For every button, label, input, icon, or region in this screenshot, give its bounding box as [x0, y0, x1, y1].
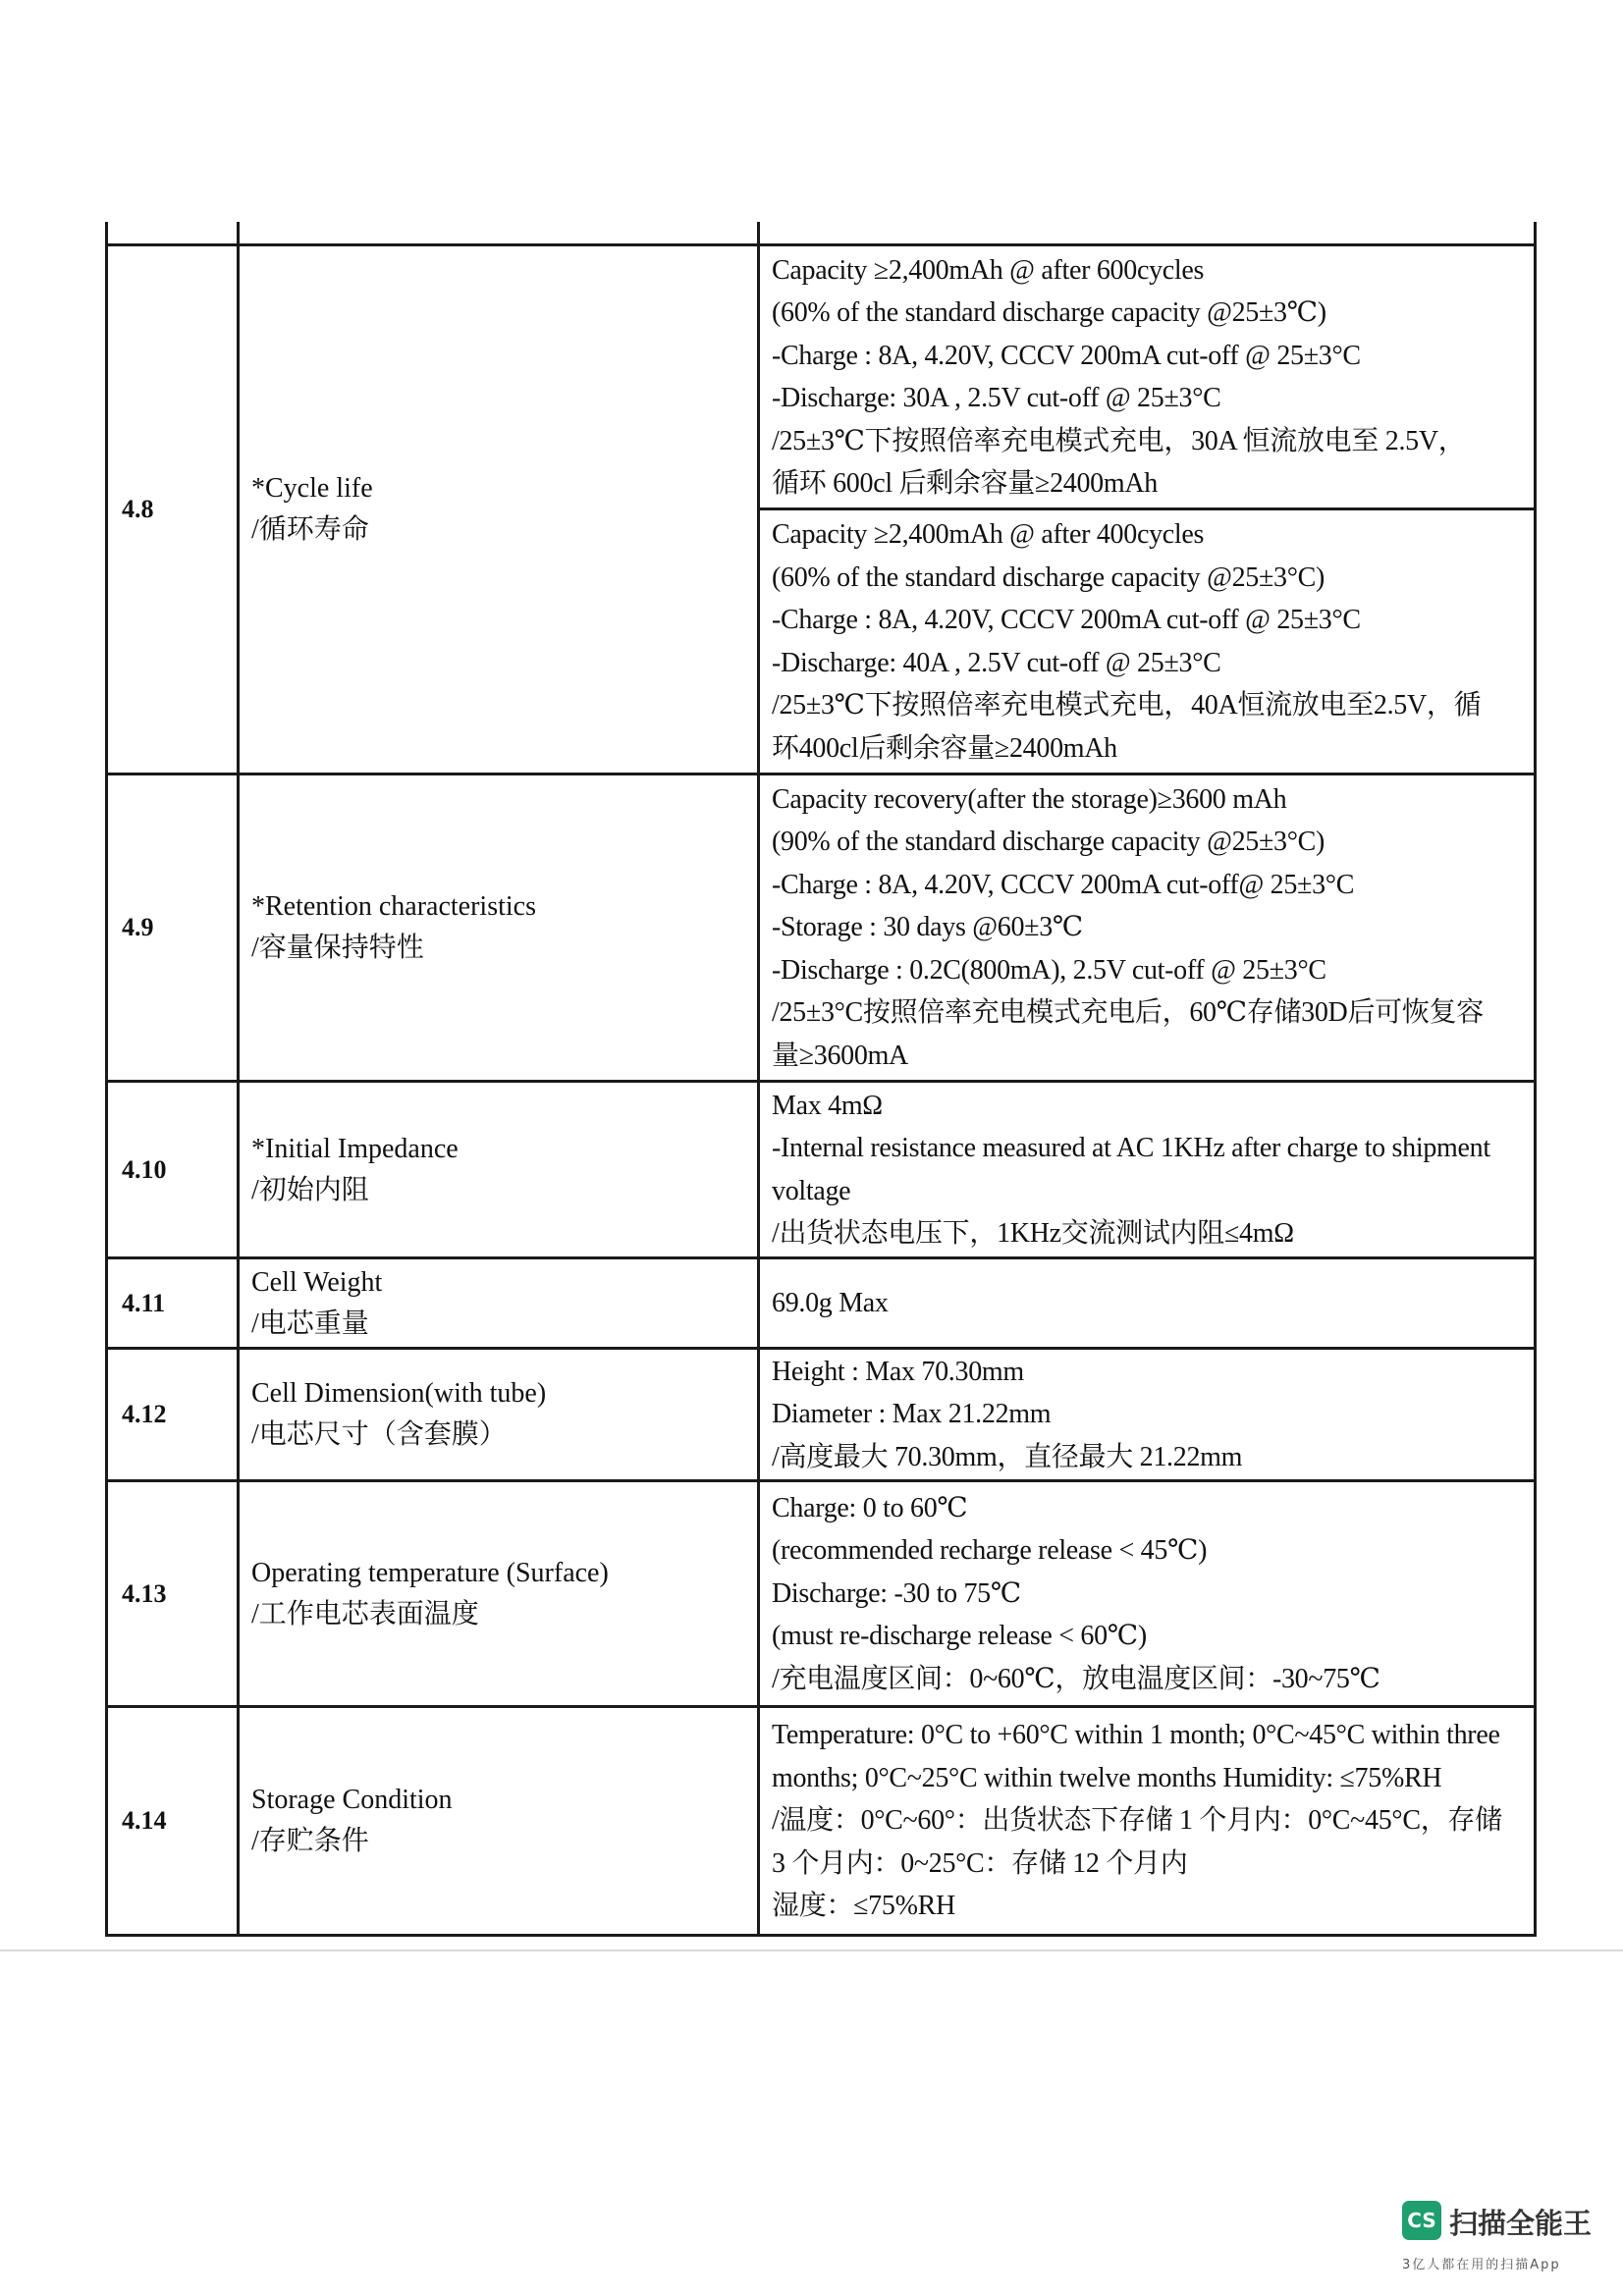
camscanner-name: 扫描全能王: [1449, 2207, 1593, 2240]
item-line: /电芯尺寸（含套膜）: [251, 1419, 507, 1450]
spec-table-body: [107, 220, 1536, 1936]
spec-line: -Discharge : 0.2C(800mA), 2.5V cut-off @ 25±3°C: [772, 954, 1326, 986]
item-line: Cell Dimension(with tube): [251, 1378, 547, 1409]
row-spec: [759, 245, 1536, 509]
row-number: 4.12: [107, 1349, 239, 1481]
item-line: Storage Condition: [251, 1785, 453, 1815]
row-spec: [759, 1349, 1536, 1481]
row-item: [239, 1258, 759, 1349]
row-spec: [759, 774, 1536, 1082]
spec-line: (must re-discharge release < 60℃): [772, 1621, 1147, 1652]
spec-line: Max 4mΩ: [772, 1090, 883, 1121]
table-row: [107, 1258, 1536, 1349]
row-item: [239, 774, 759, 1082]
spec-line: Capacity recovery(after the storage)≥3600 mAh: [772, 783, 1287, 815]
item-line: Operating temperature (Surface): [251, 1557, 609, 1588]
row-number: 4.14: [107, 1707, 239, 1936]
spec-line: 湿度：≤75%RH: [772, 1891, 955, 1922]
row-number: 4.10: [107, 1082, 239, 1258]
row-spec: [759, 509, 1536, 774]
spec-table: [105, 218, 1537, 1937]
row-item: [239, 1082, 759, 1258]
row-item: [239, 220, 759, 245]
table-row: [107, 245, 1536, 509]
table-row: [107, 1707, 1536, 1936]
row-spec: [759, 1258, 1536, 1349]
spec-line: -Charge : 8A, 4.20V, CCCV 200mA cut-off @ 25±3°C: [772, 605, 1361, 635]
spec-line: -Charge : 8A, 4.20V, CCCV 200mA cut-off @ 25±3°C: [772, 340, 1361, 371]
row-item: [239, 1349, 759, 1481]
spec-line: /温度：0°C~60°：出货状态下存储 1 个月内：0°C~45°C，存储: [772, 1805, 1502, 1837]
spec-line: 3 个月内：0~25°C：存储 12 个月内: [772, 1847, 1188, 1879]
spec-line: Charge: 0 to 60℃: [772, 1492, 968, 1523]
row-item: [239, 1707, 759, 1936]
table-row: [107, 774, 1536, 1082]
spec-line: Capacity ≥2,400mAh @ after 400cycles: [772, 519, 1205, 550]
scanner-watermark: [1402, 2201, 1598, 2279]
scan-edge-line: [0, 1949, 1623, 1951]
row-number: 4.11: [107, 1258, 239, 1349]
spec-line: -Discharge: 40A , 2.5V cut-off @ 25±3°C: [772, 647, 1221, 678]
spec-line: (60% of the standard discharge capacity @25±3℃): [772, 297, 1326, 328]
spec-line: Capacity ≥2,400mAh @ after 600cycles: [772, 254, 1205, 286]
item-line: *Cycle life: [251, 473, 373, 504]
item-line: /存贮条件: [251, 1826, 369, 1856]
table-row: [107, 1082, 1536, 1258]
spec-line: -Charge : 8A, 4.20V, CCCV 200mA cut-off@ 25±3°C: [772, 869, 1355, 900]
spec-line: 环400cl后剩余容量≥2400mAh: [772, 732, 1117, 764]
item-line: *Initial Impedance: [251, 1133, 459, 1164]
item-line: /电芯重量: [251, 1308, 369, 1339]
spec-line: /充电温度区间：0~60℃，放电温度区间：-30~75℃: [772, 1663, 1380, 1694]
spec-line: 69.0g Max: [772, 1287, 889, 1318]
spec-line: /25±3°C按照倍率充电模式充电后，60℃存储30D后可恢复容: [772, 997, 1484, 1029]
row-spec: [759, 220, 1536, 245]
row-spec: [759, 1082, 1536, 1258]
spec-line: (60% of the standard discharge capacity @25±3°C): [772, 561, 1325, 593]
table-row: [107, 1481, 1536, 1707]
spec-line: -Internal resistance measured at AC 1KHz after charge to shipment: [772, 1133, 1490, 1163]
spec-line: (90% of the standard discharge capacity @25±3°C): [772, 827, 1325, 858]
spec-line: -Storage : 30 days @60±3℃: [772, 912, 1083, 943]
row-item: [239, 245, 759, 774]
spec-line: (recommended recharge release < 45℃): [772, 1535, 1208, 1567]
row-number: [107, 220, 239, 245]
row-spec: [759, 1481, 1536, 1707]
item-line: Cell Weight: [251, 1266, 383, 1298]
spec-line: Temperature: 0°C to +60°C within 1 month; 0°C~45°C within three: [772, 1720, 1500, 1751]
item-line: /容量保持特性: [251, 933, 424, 963]
item-line: *Retention characteristics: [251, 891, 536, 922]
row-item: [239, 1481, 759, 1707]
item-line: /初始内阻: [251, 1174, 369, 1205]
page-top-margin: [0, 0, 1623, 222]
table-row: [107, 1349, 1536, 1481]
camscanner-tagline: 3亿人都在用的扫描App: [1402, 2258, 1561, 2272]
spec-line: /25±3℃下按照倍率充电模式充电，40A恒流放电至2.5V，循: [772, 690, 1482, 721]
spec-line: -Discharge: 30A , 2.5V cut-off @ 25±3°C: [772, 383, 1221, 413]
row-number: 4.13: [107, 1481, 239, 1707]
spec-line: /25±3℃下按照倍率充电模式充电，30A 恒流放电至 2.5V，: [772, 425, 1466, 456]
camscanner-logo-icon: CS: [1402, 2201, 1441, 2240]
item-line: /工作电芯表面温度: [251, 1598, 479, 1629]
row-number: 4.9: [107, 774, 239, 1082]
spec-line: 循环 600cl 后剩余容量≥2400mAh: [772, 468, 1158, 499]
spec-line: 量≥3600mA: [772, 1040, 908, 1071]
spec-line: Discharge: -30 to 75℃: [772, 1577, 1021, 1609]
spec-line: /出货状态电压下，1KHz交流测试内阻≤4mΩ: [772, 1218, 1294, 1249]
spec-line: /高度最大 70.30mm，直径最大 21.22mm: [772, 1441, 1243, 1472]
spec-line: Diameter : Max 21.22mm: [772, 1399, 1052, 1430]
table-row-partial: [107, 220, 1536, 245]
spec-line: months; 0°C~25°C within twelve months Humidity: ≤75%RH: [772, 1762, 1442, 1793]
row-number: 4.8: [107, 245, 239, 774]
spec-line: voltage: [772, 1175, 851, 1206]
spec-line: Height : Max 70.30mm: [772, 1356, 1024, 1387]
item-line: /循环寿命: [251, 514, 369, 545]
row-spec: [759, 1707, 1536, 1936]
